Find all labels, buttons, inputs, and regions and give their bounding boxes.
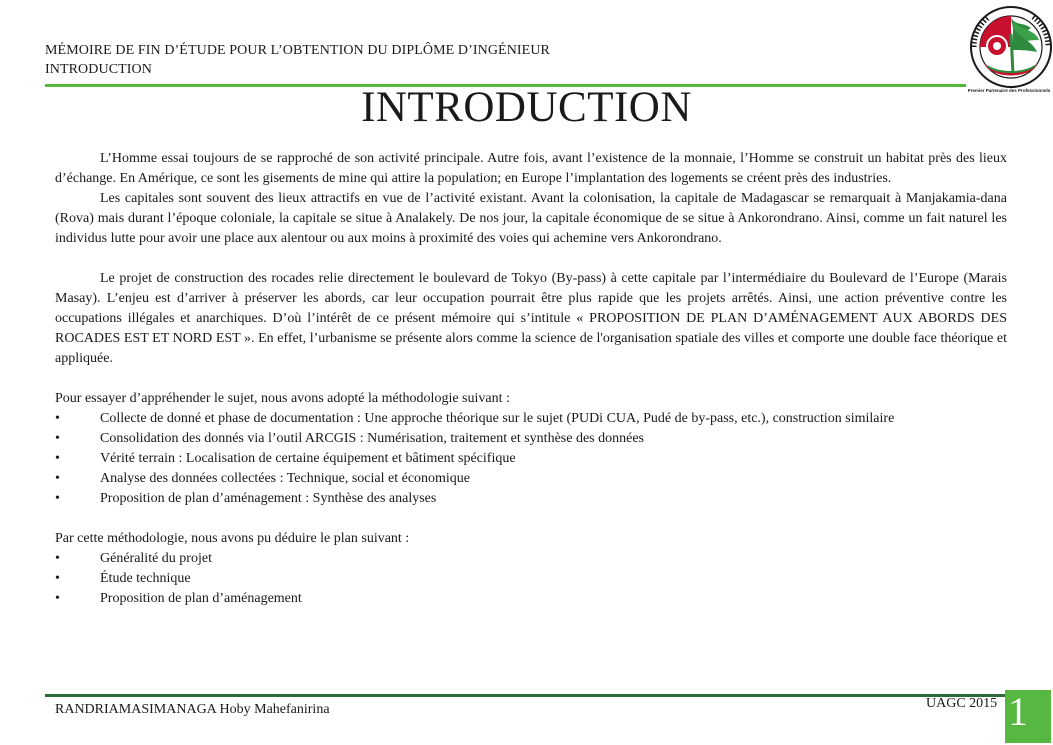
header-document-title: MÉMOIRE DE FIN D’ÉTUDE POUR L’OBTENTION DU DIPLÔME D’INGÉNIEUR (45, 43, 550, 58)
plan-item: Généralité du projet (100, 551, 212, 566)
header-section-name: INTRODUCTION (45, 62, 152, 77)
paragraph-1: L’Homme essai toujours de se rapproché de son activité principale. Autre fois, avant l’existence de la monnaie, l’Homme se construit un habitat près des lieux d’échange. En Amérique, ce sont les gisements de mine qui attire la population; en Europe l’implantation des logements se créent près des industries. (55, 151, 1007, 186)
bullet-icon: • (55, 591, 60, 606)
page-title: INTRODUCTION (361, 84, 692, 131)
bullet-icon: • (55, 491, 60, 506)
methodology-item: Consolidation des donnés via l’outil ARCGIS : Numérisation, traitement et synthèse des données (100, 431, 644, 446)
page-number-box (1005, 690, 1051, 743)
methodology-item: Analyse des données collectées : Technique, social et économique (100, 471, 471, 486)
bullet-icon: • (55, 411, 60, 426)
page-number: 1 (1008, 689, 1028, 734)
list-item (55, 469, 1007, 489)
list-item (55, 569, 1007, 589)
methodology-item: Vérité terrain : Localisation de certaine équipement et bâtiment spécifique (100, 451, 516, 466)
list-item (55, 449, 1007, 469)
list-item (55, 409, 1007, 429)
spacer (55, 369, 1007, 389)
methodology-intro: Pour essayer d’appréhender le sujet, nous avons adopté la méthodologie suivant : (55, 391, 510, 406)
bullet-icon: • (55, 431, 60, 446)
footer-author: RANDRIAMASIMANAGA Hoby Mahefanirina (55, 702, 330, 717)
paragraph-3: Le projet de construction des rocades relie directement le boulevard de Tokyo (By-pass) à cette capitale par l’intermédiaire du Boulevard de l’Europe (Marais Masay). L’enjeu est d’arriver à préserver les abords, car leur occupation pourrait être plus rapide que les projets arrêtés. Ainsi, une action préventive contre les occupations illégales et anarchiques. D’où l’intérêt de ce présent mémoire qui s’intitule « PROPOSITION DE PLAN D’AMÉNAGEMENT AUX ABORDS DES ROCADES EST ET NORD EST ». En effet, l’urbanisme se présente alors comme la science de l'organisation spatiale des villes et comporte une double face théorique et appliquée. (55, 271, 1007, 366)
methodology-item: Proposition de plan d’aménagement : Synthèse des analyses (100, 491, 437, 506)
plan-item: Étude technique (100, 571, 191, 586)
plan-item: Proposition de plan d’aménagement (100, 591, 302, 606)
methodology-item: Collecte de donné et phase de documentation : Une approche théorique sur le sujet (PUDi CUA, Pudé de by-pass, etc.), construction similaire (100, 411, 895, 426)
spacer (55, 249, 1007, 269)
bullet-icon: • (55, 451, 60, 466)
list-item (55, 549, 1007, 569)
spacer (55, 509, 1007, 529)
document-body (55, 149, 1007, 609)
school-logo (965, 2, 1053, 97)
paragraph-2: Les capitales sont souvent des lieux attractifs en vue de l’activité existant. Avant la colonisation, la capitale de Madagascar se remarquait à Manjakamia-dana (Rova) mais durant l’époque coloniale, la capitale se situe à Analakely. De nos jour, la capitale économique de se situe à Ankorondrano. Ainsi, comme un fait naturel les individus lutte pour avoir une place aux alentour ou aux moins à proximité des voies qui achemine vers Ankorondrano. (55, 191, 1007, 246)
bullet-icon: • (55, 551, 60, 566)
list-item (55, 589, 1007, 609)
bullet-icon: • (55, 571, 60, 586)
bullet-icon: • (55, 471, 60, 486)
logo-caption: Premier Partenaire des Professionnels (967, 88, 1051, 93)
list-item (55, 489, 1007, 509)
plan-intro: Par cette méthodologie, nous avons pu déduire le plan suivant : (55, 531, 410, 546)
footer-organization: UAGC 2015 (926, 696, 998, 711)
footer-divider (45, 694, 1005, 697)
list-item (55, 429, 1007, 449)
